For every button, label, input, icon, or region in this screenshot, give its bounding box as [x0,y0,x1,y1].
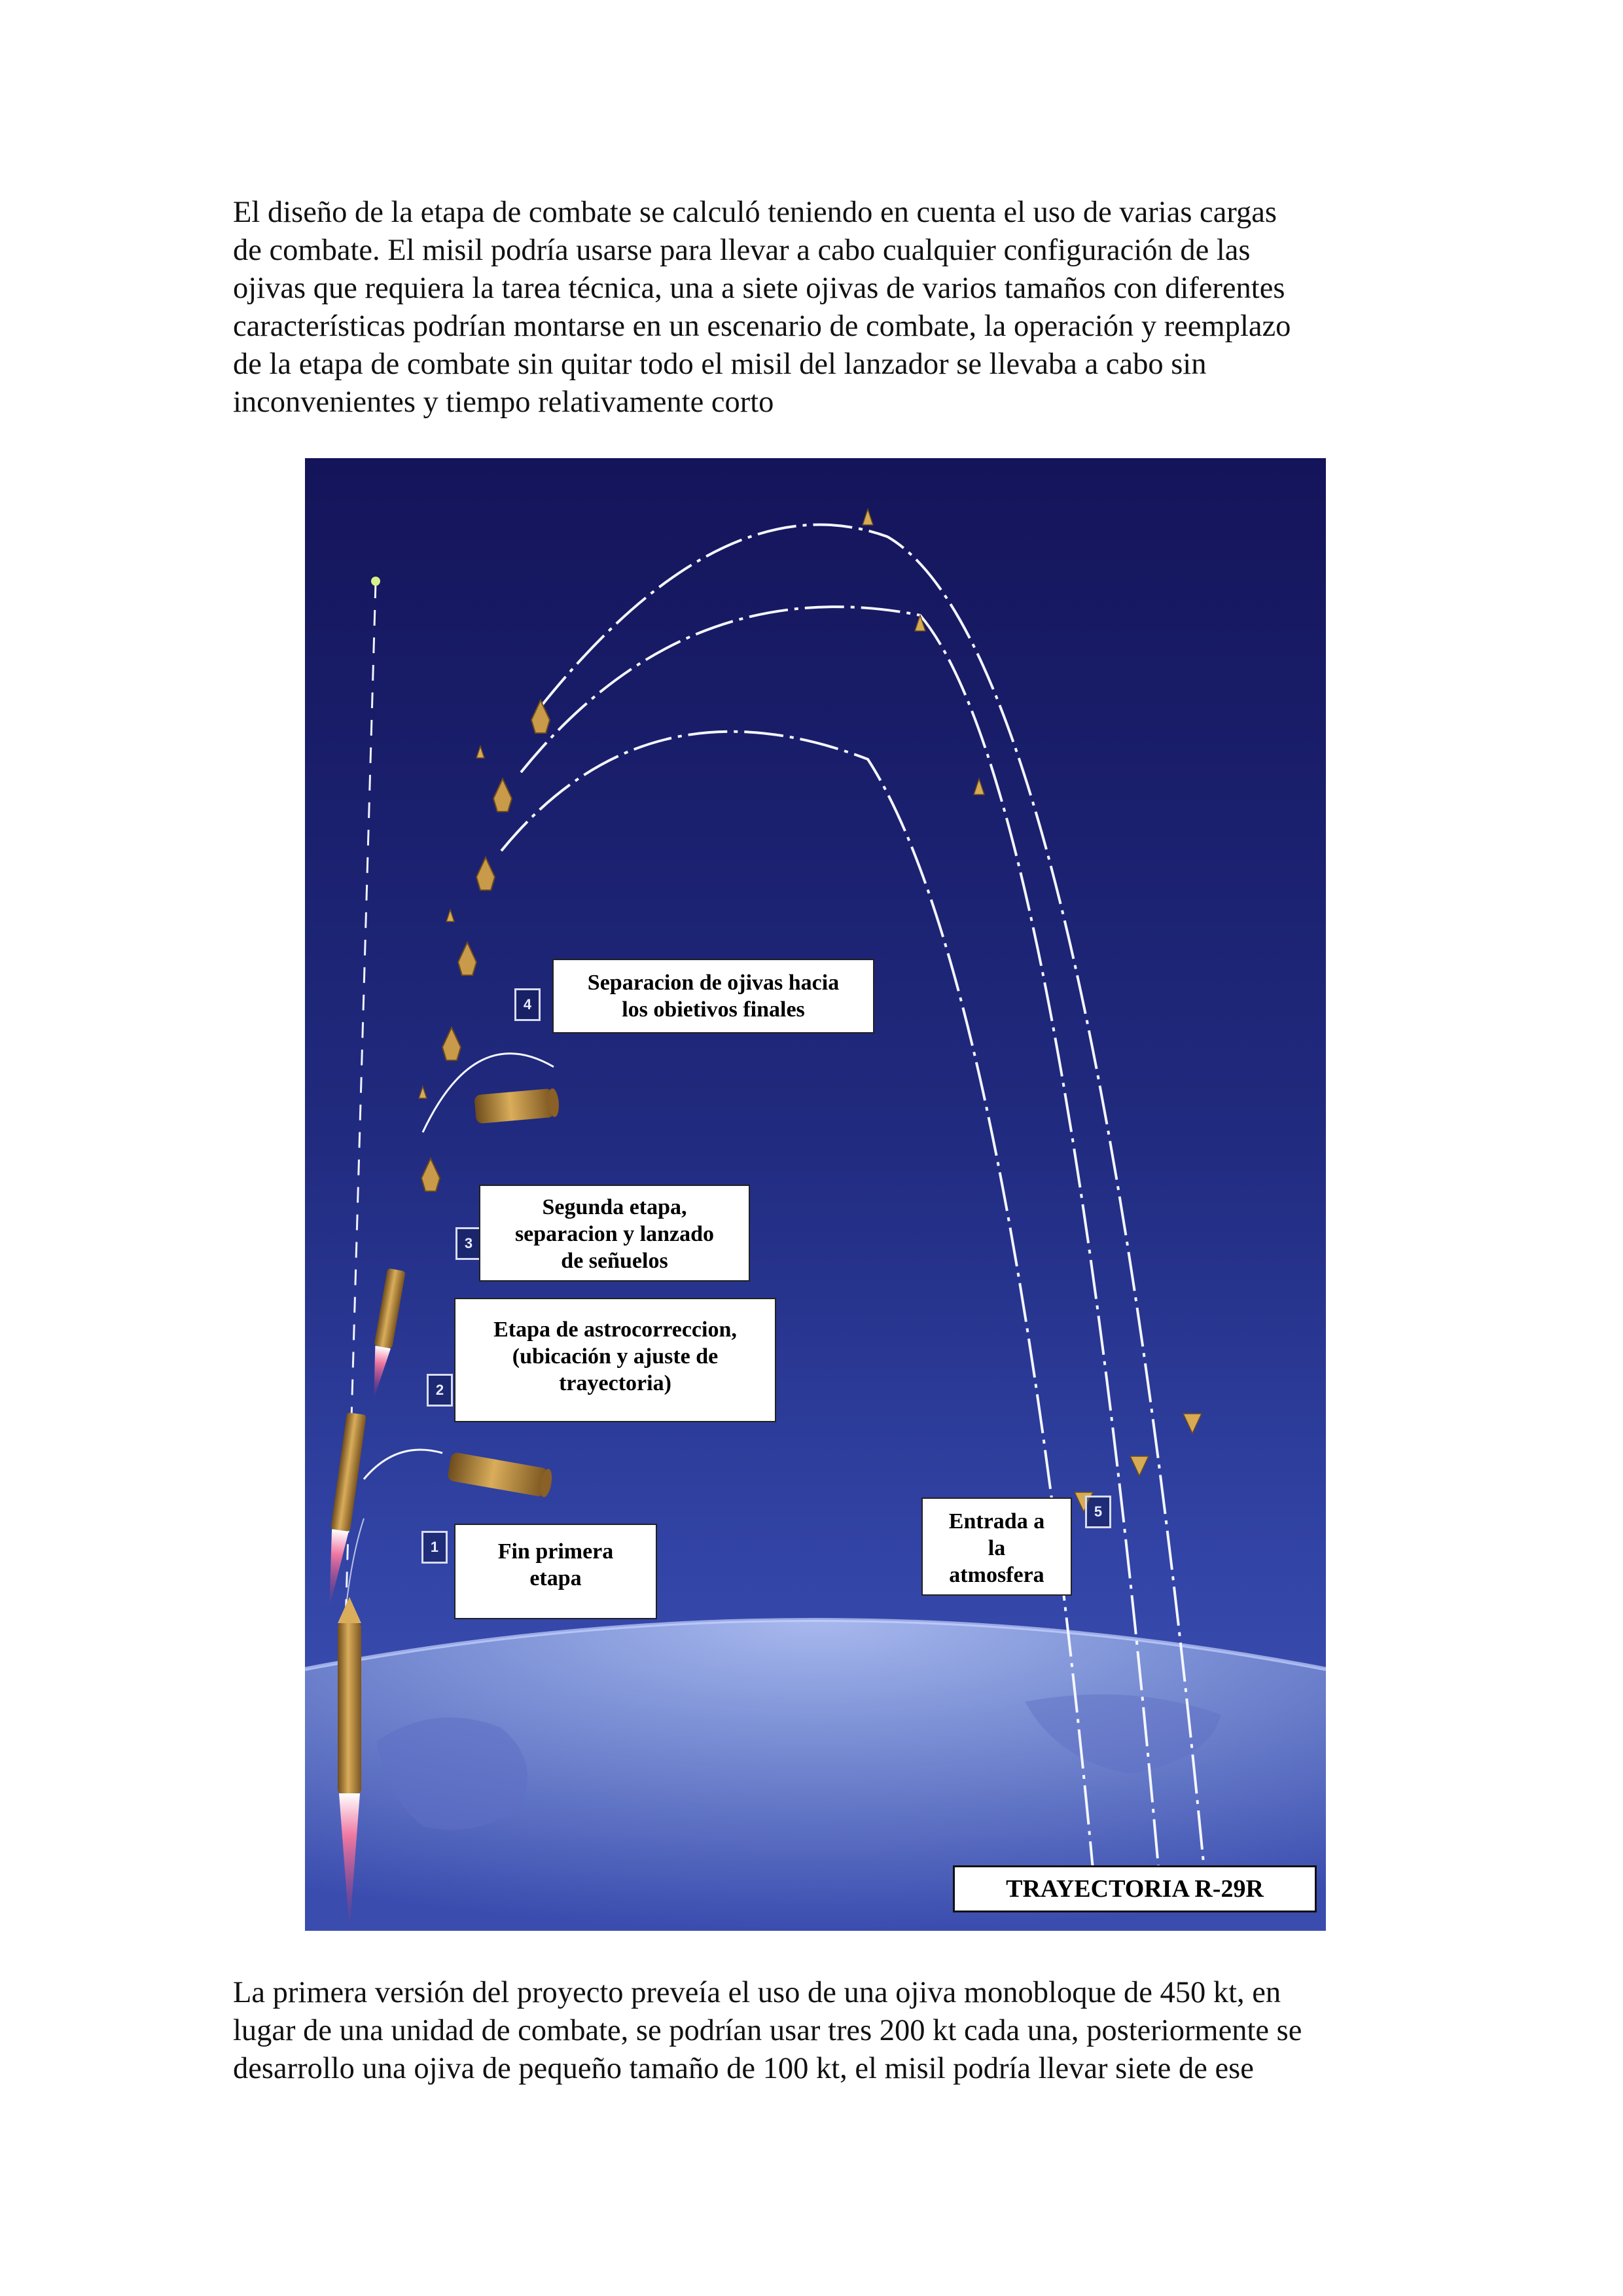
callout-line: Fin primera [497,1539,614,1564]
text-line: de la etapa de combate sin quitar todo el misil del lanzador se llevaba a cabo sin [233,348,1207,381]
callout-line: Entrada a [948,1509,1045,1534]
figure-title: TRAYECTORIA R-29R [953,1865,1317,1912]
callout-line: los obietivos finales [622,997,805,1022]
step-number-badge: 2 [427,1374,453,1407]
callout-line: de señuelos [561,1249,668,1273]
text-line: ojivas que requiera la tarea técnica, una a siete ojivas de varios tamaños con diferentes [233,272,1285,305]
text-line: de combate. El misil podría usarse para llevar a cabo cualquier configuración de las [233,234,1251,267]
callout-line: Separacion de ojivas hacia [587,971,840,995]
text-line: inconvenientes y tiempo relativamente corto [233,386,774,419]
callout-reentry [921,1498,1072,1596]
text-line: características podrían montarse en un escenario de combate, la operación y reemplazo [233,310,1291,343]
step-number-badge: 4 [514,988,541,1021]
callout-line: Etapa de astrocorreccion, [493,1318,737,1342]
callout-warhead-separation [552,959,874,1033]
callout-astrocorrection [454,1298,776,1422]
text-line: lugar de una unidad de combate, se podrían usar tres 200 kt cada una, posteriormente se [233,2014,1302,2047]
step-number-badge: 1 [421,1531,448,1564]
callout-second-stage [479,1185,750,1282]
text-line: El diseño de la etapa de combate se calculó teniendo en cuenta el uso de varias cargas [233,196,1277,229]
callout-line: trayectoria) [559,1371,671,1395]
callout-line: atmosfera [949,1563,1044,1587]
trajectory-artwork [305,458,1326,1931]
trajectory-illustration [305,458,1326,1931]
callout-first-stage-end [454,1524,657,1619]
step-number-badge: 5 [1085,1496,1111,1528]
callout-line: (ubicación y ajuste de [512,1344,719,1369]
callout-line: la [988,1536,1006,1560]
callout-line: Segunda etapa, [542,1195,687,1219]
step-number-badge: 3 [455,1227,482,1260]
body-paragraph [233,1974,1398,2088]
callout-line: separacion y lanzado [514,1222,715,1246]
apex-marker [371,577,380,586]
intro-paragraph [233,194,1398,422]
text-line: La primera versión del proyecto preveía el uso de una ojiva monobloque de 450 kt, en [233,1976,1281,2009]
text-line: desarrollo una ojiva de pequeño tamaño de 100 kt, el misil podría llevar siete de ese [233,2052,1254,2085]
callout-line: etapa [529,1566,582,1590]
